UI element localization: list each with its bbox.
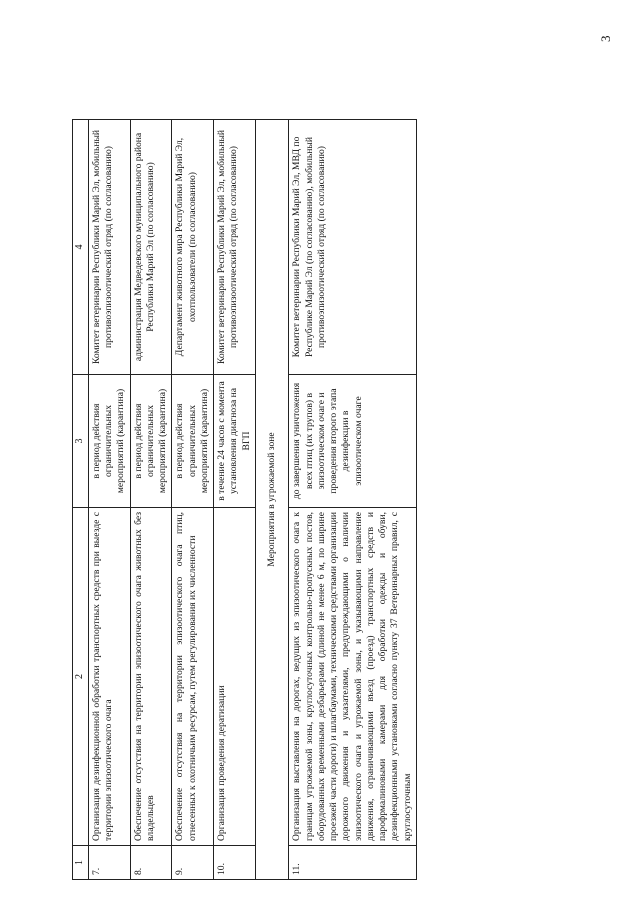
page-number: 3 — [598, 35, 613, 42]
row-number: 7. — [88, 846, 130, 880]
row-measure: Организация проведения дератизации — [214, 508, 256, 846]
row-responsible: администрация Медведевского муниципального района Республики Марий Эл (по согласованию) — [130, 120, 172, 375]
table-row — [289, 120, 417, 880]
row-measure: Обеспечение отсутствия на территории эпизоотического очага птиц, отнесенных к охотничьим ресурсам, путем регулирования их численности — [172, 508, 214, 846]
section-title: Мероприятия в угрожаемой зоне — [255, 120, 288, 880]
row-period: в течение 24 часов с момента установления диагноза на ВГП — [214, 375, 256, 508]
measures-table — [72, 119, 417, 880]
header-col-4: 4 — [73, 120, 89, 375]
row-responsible: Комитет ветеринарии Республики Марий Эл, мобильный противоэпизоотический отряд (по согласованию) — [88, 120, 130, 375]
row-number: 10. — [214, 846, 256, 880]
table-row — [214, 120, 256, 880]
table-row — [172, 120, 214, 880]
row-measure: Обеспечение отсутствия на территории эпизоотического очага животных без владельцев — [130, 508, 172, 846]
section-row — [255, 120, 288, 880]
row-number: 11. — [289, 846, 417, 880]
row-period: в период действия ограничительных мероприятий (карантина) — [130, 375, 172, 508]
row-period: в период действия ограничительных мероприятий (карантина) — [88, 375, 130, 508]
row-number: 8. — [130, 846, 172, 880]
row-number: 9. — [172, 846, 214, 880]
table-row — [88, 120, 130, 880]
header-row — [73, 120, 89, 880]
table-row — [130, 120, 172, 880]
row-responsible: Комитет ветеринарии Республики Марий Эл, мобильный противоэпизоотический отряд (по согласованию) — [214, 120, 256, 375]
row-measure: Организация выставления на дорогах, ведущих из эпизоотического очага к границам угрожаемой зоны, круглосуточных контрольно-пропускных постов, оборудованных временными дезбарьерами (длиной не менее 6 м, по ширине проезжей части дороги) и шлагбаумами, техническими средствами организации дорожного движения и указателями, предупреждающими о наличии эпизоотического очага и угрожаемой зоны, и указывающими направление движения, ограничивающими въезд (проезд) транспортных средств и парофрмалиновыми камерами для обработки одежды и обуви, дезинфекционными установками согласно пункту 37 Ветеринарных правил, с круглосуточным — [289, 508, 417, 846]
header-col-1: 1 — [73, 846, 89, 880]
header-col-3: 3 — [73, 375, 89, 508]
header-col-2: 2 — [73, 508, 89, 846]
rotated-table-sheet — [72, 10, 639, 880]
row-measure: Организация дезинфекционной обработки транспортных средств при выезде с территории эпизоотического очага — [88, 508, 130, 846]
row-period: в период действия ограничительных мероприятий (карантина) — [172, 375, 214, 508]
row-responsible: Департамент животного мира Республики Марий Эл, охотпользователи (по согласованию) — [172, 120, 214, 375]
row-responsible: Комитет ветеринарии Республики Марий Эл, МВД по Республике Марий Эл (по согласованию), мобильный противоэпизоотический отряд (по согласованию) — [289, 120, 417, 375]
row-period: до завершения уничтожения всех птиц (их трупов) в эпизоотическом очаге и проведения второго этапа дезинфекции в эпизоотическом очаге — [289, 375, 417, 508]
